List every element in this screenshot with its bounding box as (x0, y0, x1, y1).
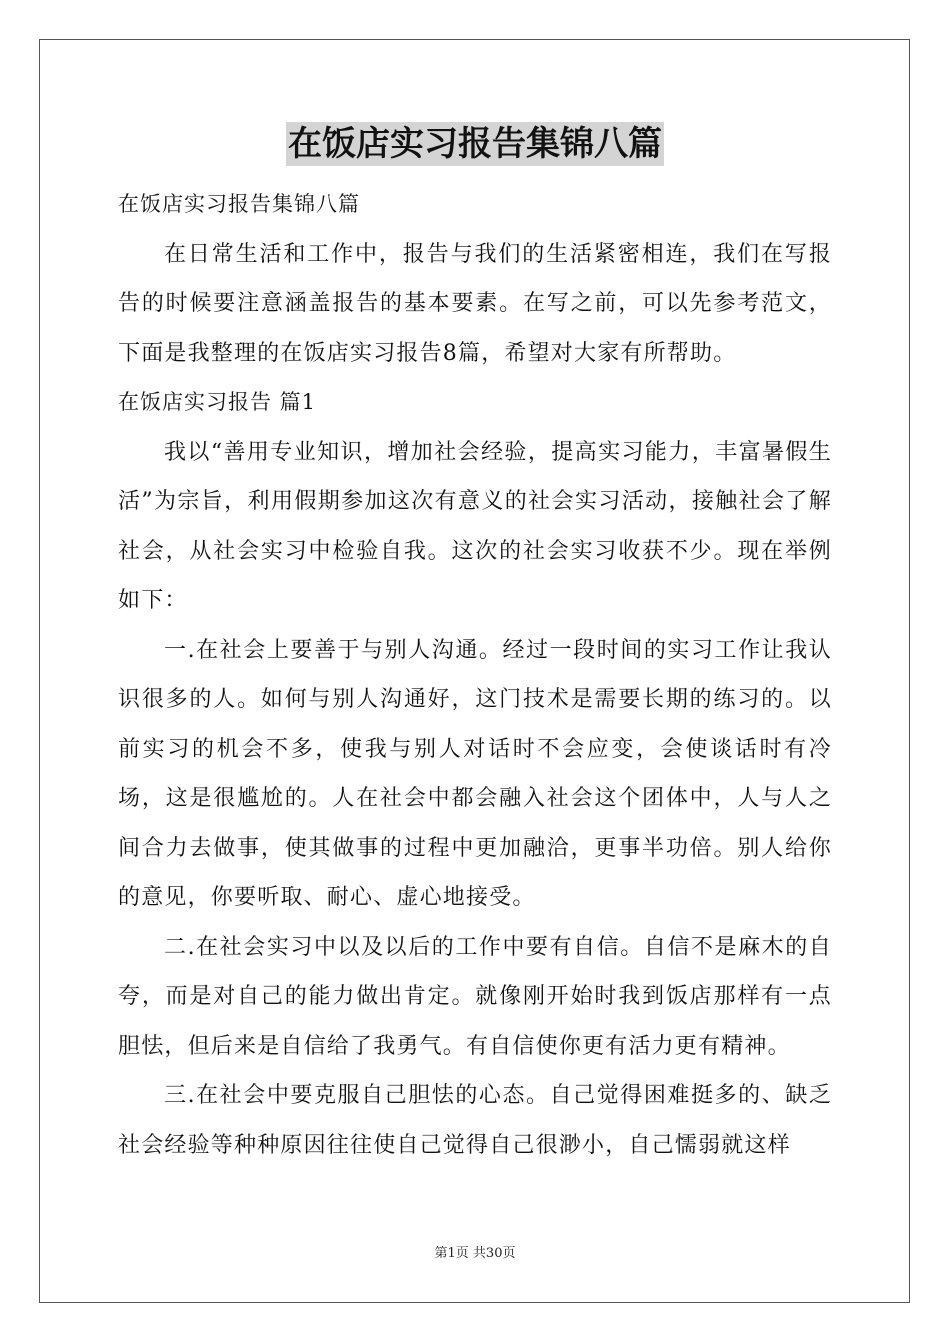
body-paragraph-1: 我以“善用专业知识，增加社会经验，提高实习能力，丰富暑假生活”为宗旨，利用假期参加这次有意义的社会实习活动，接触社会了解社会，从社会实习中检验自我。这次的社会实习收获不少。现在举例如下： (118, 439, 832, 613)
body-paragraph-2: 一.在社会上要善于与别人沟通。经过一段时间的实习工作让我认识很多的人。如何与别人沟通好，这门技术是需要长期的练习的。以前实习的机会不多，使我与别人对话时不会应变，会使谈话时有冷场，这是很尴尬的。人在社会中都会融入社会这个团体中，人与人之间合力去做事，使其做事的过程中更加融洽，更事半功倍。别人给你的意见，你要听取、耐心、虚心地接受。 (118, 637, 832, 910)
title-block (118, 122, 832, 174)
document-body (118, 122, 832, 1170)
body-paragraph-3: 二.在社会实习中以及以后的工作中要有自信。自信不是麻木的自夸，而是对自己的能力做出肯定。就像刚开始时我到饭店那样有一点胆怯，但后来是自信给了我勇气。有自信使你更有活力更有精神。 (118, 934, 832, 1059)
document-subtitle: 在饭店实习报告集锦八篇 (118, 192, 360, 216)
body-paragraph-4: 三.在社会中要克服自己胆怯的心态。自己觉得困难挺多的、缺乏社会经验等种种原因往往使自己觉得自己很渺小，自己懦弱就这样 (118, 1083, 832, 1158)
document-title: 在饭店实习报告集锦八篇 (288, 124, 662, 164)
section-heading: 在饭店实习报告 篇1 (118, 390, 317, 414)
intro-paragraph: 在日常生活和工作中，报告与我们的生活紧密相连，我们在写报告的时候要注意涵盖报告的基本要素。在写之前，可以先参考范文，下面是我整理的在饭店实习报告8篇，希望对大家有所帮助。 (118, 241, 832, 366)
page-footer: 第1页 共30页 (434, 1246, 516, 1261)
